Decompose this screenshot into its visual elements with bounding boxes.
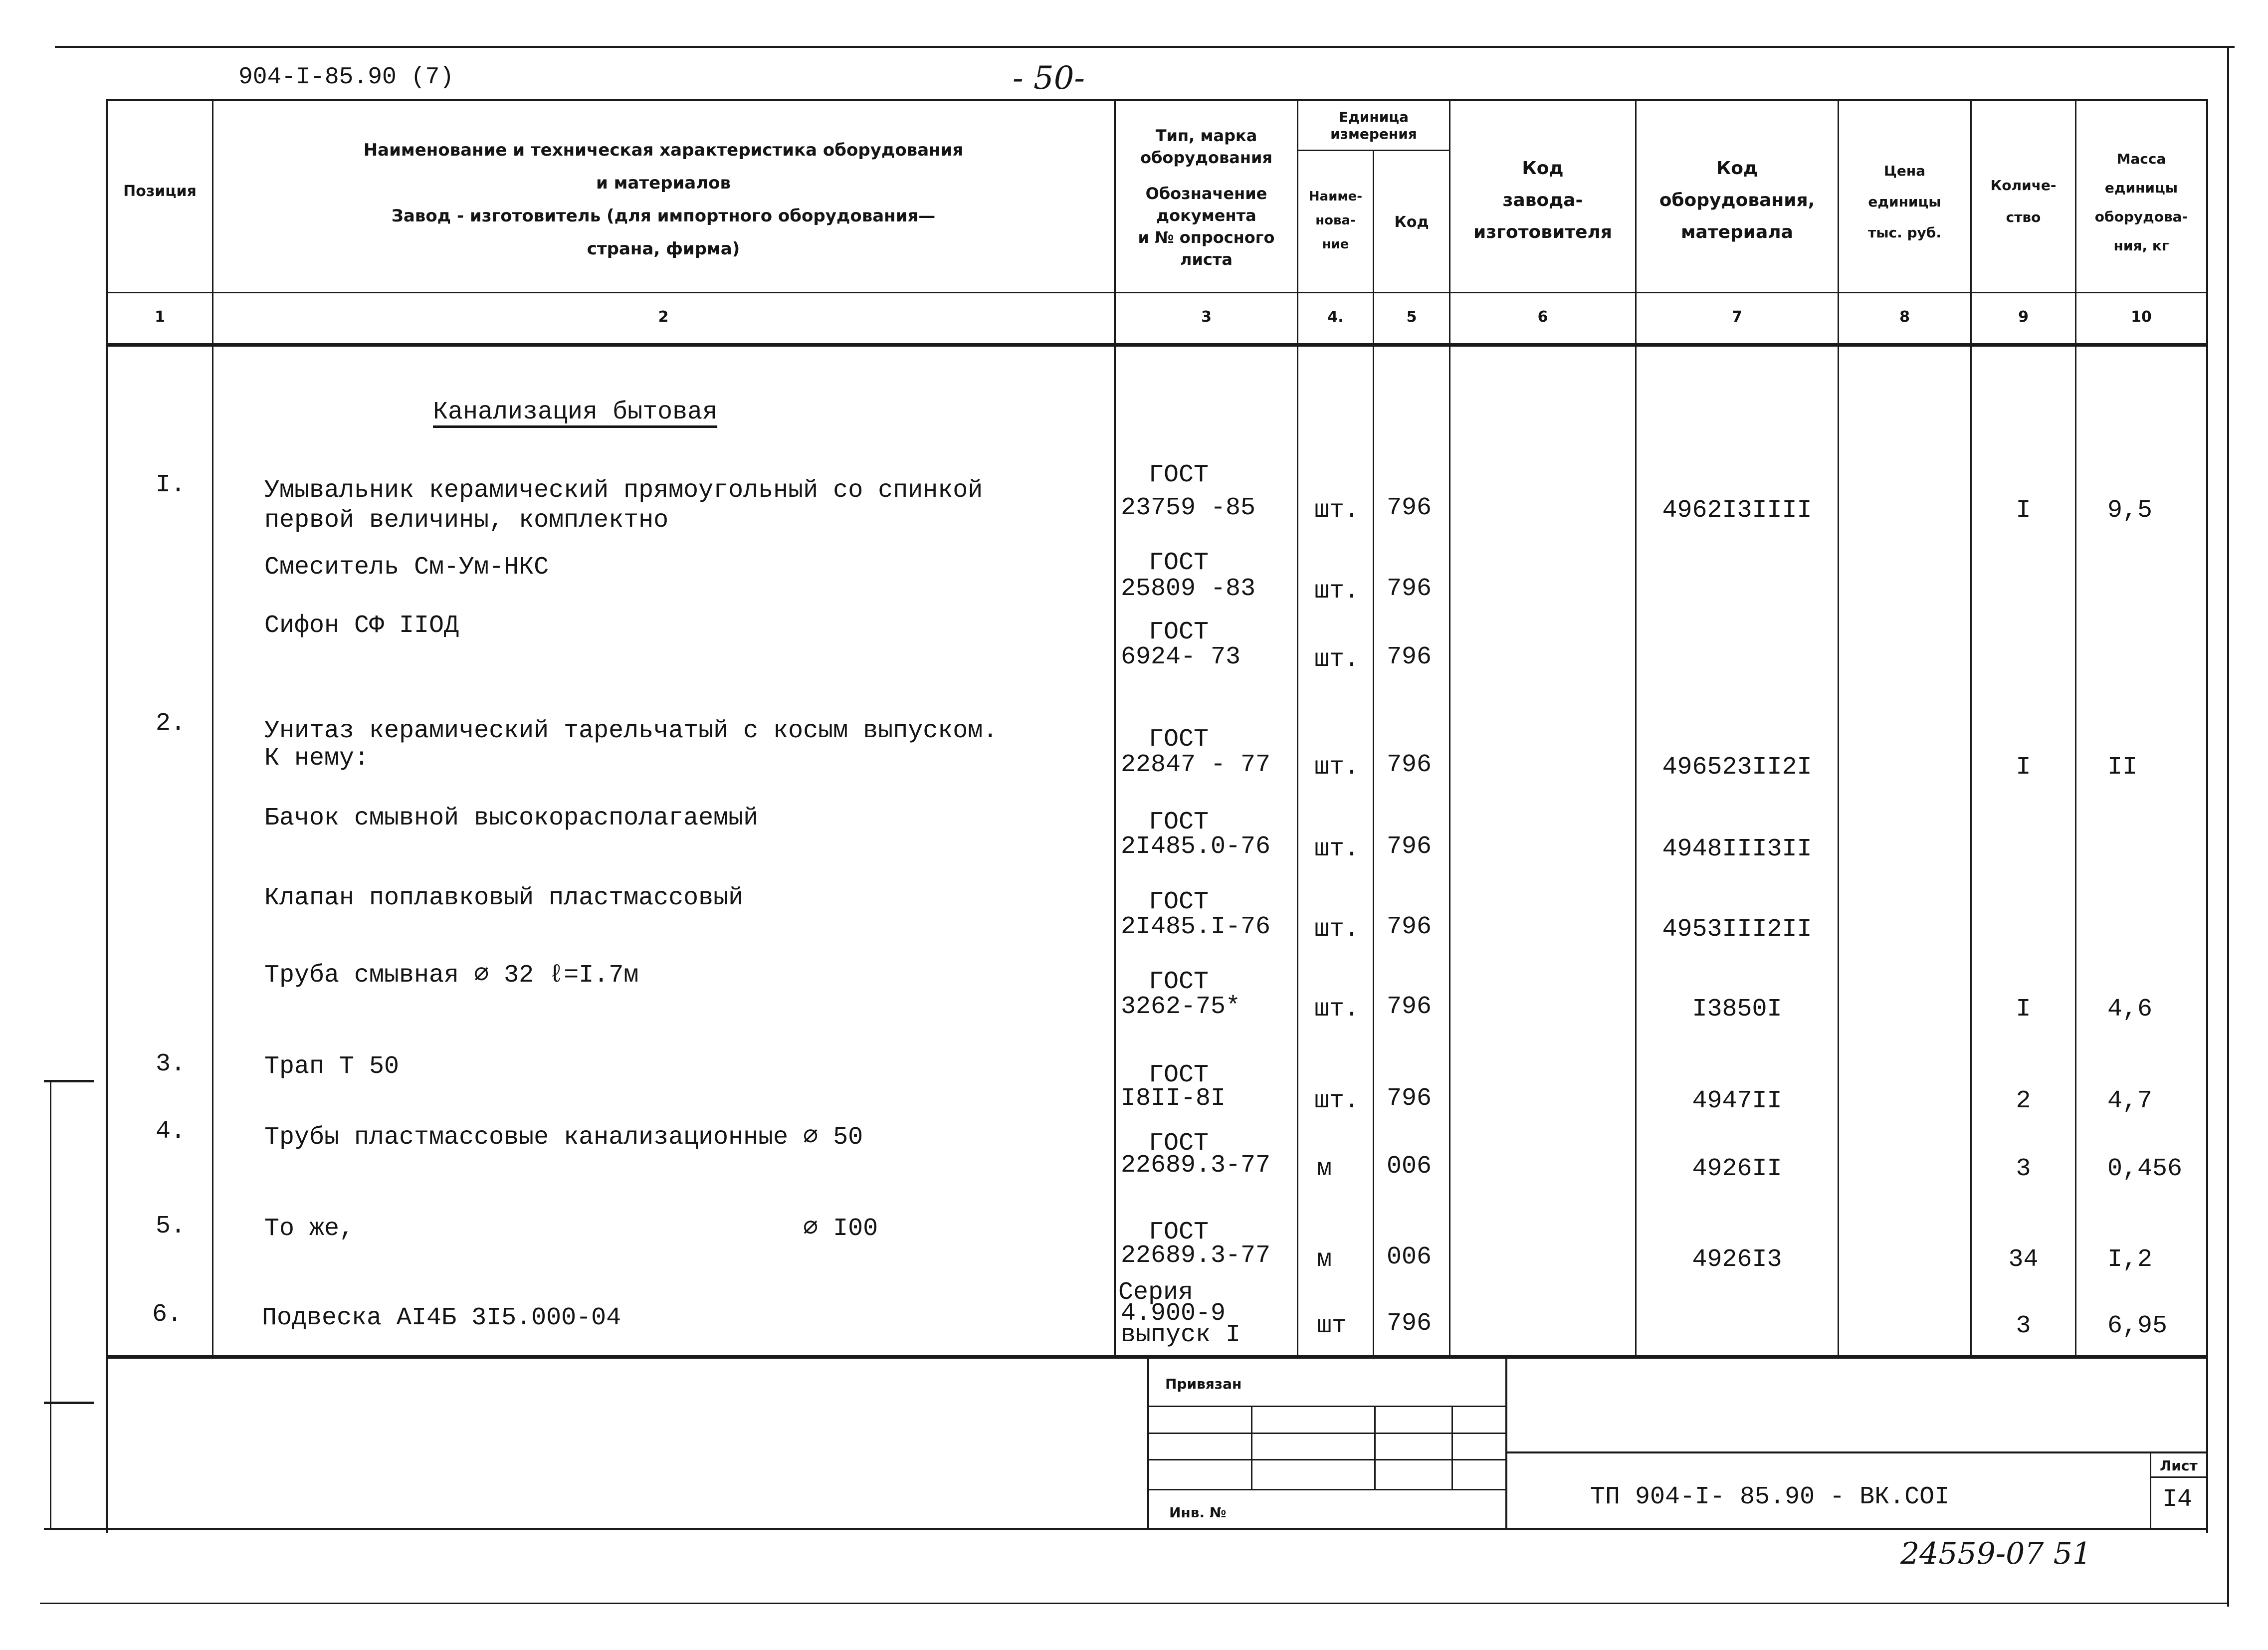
row-position: 6. bbox=[152, 1300, 183, 1329]
row-name: Сифон СФ IIОД bbox=[264, 612, 459, 640]
row-doc: ГОСТ bbox=[1149, 461, 1209, 489]
section-title: Канализация бытовая bbox=[433, 398, 718, 426]
col-number-10: 10 bbox=[2131, 308, 2152, 326]
header-type: Тип, марка оборудования Обозначение документа и № опросного листа bbox=[1138, 126, 1275, 269]
header-name: Наименование и техническая характеристика оборудования и материалов Завод - изготовитель (для импортного оборудования— страна, фирма) bbox=[363, 140, 964, 259]
stamp-document-title: ТП 904-I- 85.90 - ВК.СОI bbox=[1590, 1483, 1950, 1511]
row-mass: 6,95 bbox=[2107, 1312, 2168, 1340]
row-name-cont: первой величины, комплектно bbox=[264, 506, 669, 535]
document-code: 904-I-85.90 (7) bbox=[238, 64, 454, 91]
row-unit: шт. bbox=[1314, 915, 1360, 944]
row-doc: ГОСТ bbox=[1149, 549, 1209, 577]
row-equip-code: 4947II bbox=[1692, 1087, 1782, 1115]
col-number-8: 8 bbox=[1899, 308, 1910, 326]
row-unit-code: 796 bbox=[1387, 832, 1432, 861]
row-doc: ГОСТ bbox=[1149, 1129, 1209, 1158]
row-unit: шт. bbox=[1314, 645, 1360, 674]
row-unit-code: 796 bbox=[1387, 1084, 1432, 1113]
row-name: Смеситель См-Ум-НКС bbox=[264, 553, 549, 582]
col-number-6: 6 bbox=[1537, 308, 1548, 326]
header-quantity: Количе- ство bbox=[1990, 177, 2057, 225]
row-doc-number: 22689.3-77 bbox=[1121, 1241, 1271, 1270]
row-position: 4. bbox=[156, 1117, 186, 1146]
header-position: Позиция bbox=[123, 183, 197, 200]
row-name: Труба смывная ∅ 32 ℓ=I.7м bbox=[264, 961, 639, 990]
row-quantity: 3 bbox=[2016, 1312, 2031, 1340]
row-doc-number: 6924- 73 bbox=[1121, 643, 1241, 671]
row-unit: шт bbox=[1317, 1312, 1347, 1340]
row-quantity: I bbox=[2016, 496, 2031, 525]
row-unit: шт. bbox=[1314, 496, 1360, 525]
row-name: Подвеска АI4Б 3I5.000-04 bbox=[262, 1304, 621, 1332]
row-unit-code: 796 bbox=[1387, 751, 1432, 779]
row-doc-number: 22689.3-77 bbox=[1121, 1151, 1271, 1180]
row-unit-code: 796 bbox=[1387, 913, 1432, 941]
header-price: Цена единицы тыс. руб. bbox=[1867, 163, 1941, 241]
row-quantity: I bbox=[2016, 753, 2031, 782]
stamp-sheet-label: Лист bbox=[2160, 1457, 2198, 1474]
row-unit: шт. bbox=[1314, 995, 1360, 1024]
row-equip-code: 4962I3IIII bbox=[1662, 496, 1812, 525]
header-unit-code: Код bbox=[1394, 213, 1429, 231]
row-equip-code: 4926I3 bbox=[1692, 1245, 1782, 1274]
row-position: 2. bbox=[156, 709, 186, 738]
row-doc: ГОСТ bbox=[1149, 725, 1209, 754]
row-doc-number: 3262-75* bbox=[1121, 993, 1241, 1021]
row-doc: Серия bbox=[1118, 1278, 1194, 1307]
row-doc-number: 4.900-9 bbox=[1121, 1299, 1226, 1328]
row-unit-code: 796 bbox=[1387, 575, 1432, 603]
row-unit: м bbox=[1317, 1245, 1332, 1274]
row-name-cont: К нему: bbox=[264, 744, 370, 773]
row-unit-code: 796 bbox=[1387, 993, 1432, 1021]
row-unit: шт. bbox=[1314, 753, 1360, 782]
row-doc-number: I8II-8I bbox=[1121, 1084, 1226, 1113]
row-equip-code: 4948III3II bbox=[1662, 835, 1812, 863]
stamp-linked-label: Привязан bbox=[1165, 1376, 1242, 1392]
row-unit-code: 796 bbox=[1387, 1309, 1432, 1338]
col-number-2: 2 bbox=[658, 308, 669, 326]
row-unit: шт. bbox=[1314, 835, 1360, 863]
row-unit: шт. bbox=[1314, 577, 1360, 606]
row-name: Трубы пластмассовые канализационные bbox=[264, 1123, 789, 1152]
row-mass: II bbox=[2107, 753, 2138, 782]
row-doc-number: 23759 -85 bbox=[1121, 494, 1256, 522]
col-number-9: 9 bbox=[2018, 308, 2029, 326]
row-position: I. bbox=[156, 471, 186, 499]
header-unit-name: Наиме- нова- ние bbox=[1308, 189, 1363, 252]
col-number-1: 1 bbox=[155, 308, 165, 326]
row-equip-code: 496523II2I bbox=[1662, 753, 1812, 782]
col-number-4: 4. bbox=[1327, 308, 1344, 326]
row-name: Унитаз керамический тарельчатый с косым выпуском. bbox=[264, 717, 998, 745]
row-doc-number: 25809 -83 bbox=[1121, 575, 1256, 603]
row-doc: ГОСТ bbox=[1149, 1061, 1209, 1089]
row-quantity: 34 bbox=[2008, 1245, 2039, 1274]
row-doc: ГОСТ bbox=[1149, 968, 1209, 996]
header-mass: Масса единицы оборудова- ния, кг bbox=[2094, 151, 2188, 254]
row-doc: ГОСТ bbox=[1149, 808, 1209, 836]
header-equip-code: Код оборудования, материала bbox=[1659, 158, 1815, 242]
row-unit: м bbox=[1317, 1155, 1332, 1183]
row-equip-code: 4953III2II bbox=[1662, 915, 1812, 944]
row-quantity: 3 bbox=[2016, 1155, 2031, 1183]
archive-code-handwritten: 24559-07 51 bbox=[1900, 1536, 2091, 1571]
stamp-sheet-number: I4 bbox=[2162, 1485, 2193, 1514]
col-number-7: 7 bbox=[1732, 308, 1742, 326]
row-name-diameter: ∅ 50 bbox=[803, 1123, 863, 1152]
header-mfr-code: Код завода- изготовителя bbox=[1473, 158, 1613, 242]
row-doc-number: 2I485.0-76 bbox=[1121, 832, 1271, 861]
row-doc-number: 2I485.I-76 bbox=[1121, 913, 1271, 941]
row-doc: ГОСТ bbox=[1149, 888, 1209, 916]
row-mass: 4,7 bbox=[2107, 1087, 2153, 1115]
row-position: 5. bbox=[156, 1212, 186, 1240]
row-name: Клапан поплавковый пластмассовый bbox=[264, 884, 744, 912]
header-unit: Единица измерения bbox=[1330, 109, 1417, 142]
row-doc-issue: выпуск I bbox=[1121, 1321, 1241, 1349]
row-quantity: 2 bbox=[2016, 1087, 2031, 1115]
row-unit-code: 796 bbox=[1387, 494, 1432, 522]
row-name-diameter: ∅ I00 bbox=[803, 1215, 878, 1243]
row-doc-number: 22847 - 77 bbox=[1121, 751, 1271, 779]
row-mass: 9,5 bbox=[2107, 496, 2153, 525]
col-number-5: 5 bbox=[1406, 308, 1417, 326]
page-number-handwritten: - 50- bbox=[1013, 60, 1085, 97]
row-name: Бачок смывной высокорасполагаемый bbox=[264, 804, 759, 832]
row-equip-code: I3850I bbox=[1692, 995, 1782, 1024]
row-unit: шт. bbox=[1314, 1087, 1360, 1115]
row-quantity: I bbox=[2016, 995, 2031, 1024]
stamp-inventory-label: Инв. № bbox=[1169, 1504, 1227, 1521]
row-doc: ГОСТ bbox=[1149, 1218, 1209, 1246]
row-doc: ГОСТ bbox=[1149, 618, 1209, 646]
row-name: Трап Т 50 bbox=[264, 1052, 400, 1081]
row-unit-code: 006 bbox=[1387, 1243, 1432, 1271]
row-unit-code: 796 bbox=[1387, 643, 1432, 671]
row-mass: 0,456 bbox=[2107, 1155, 2183, 1183]
row-position: 3. bbox=[156, 1050, 186, 1078]
row-name: То же, bbox=[264, 1215, 355, 1243]
row-unit-code: 006 bbox=[1387, 1152, 1432, 1181]
col-number-3: 3 bbox=[1201, 308, 1212, 326]
row-mass: 4,6 bbox=[2107, 995, 2153, 1024]
row-equip-code: 4926II bbox=[1692, 1155, 1782, 1183]
row-mass: I,2 bbox=[2107, 1245, 2153, 1274]
row-name: Умывальник керамический прямоугольный со спинкой bbox=[264, 476, 983, 505]
